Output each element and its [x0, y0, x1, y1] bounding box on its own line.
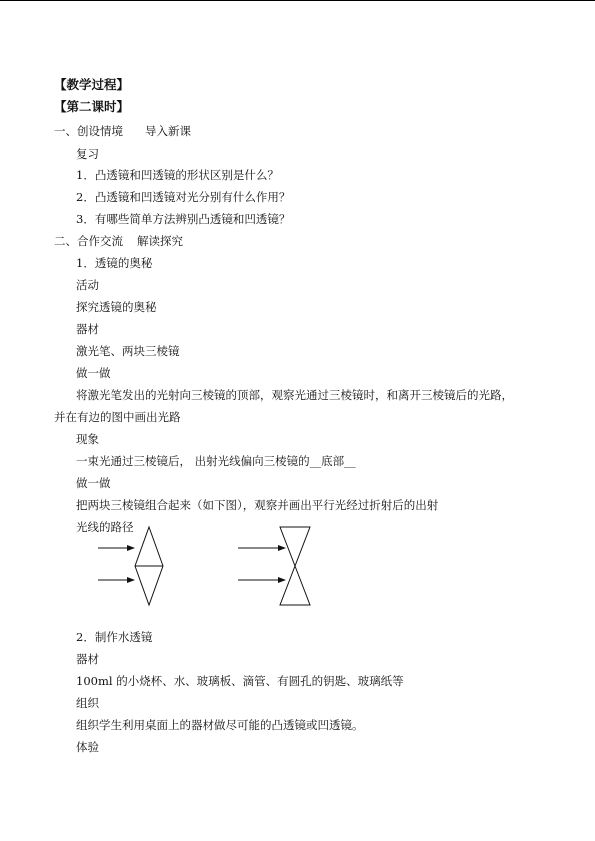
section1-title-a: 创设情境: [77, 124, 123, 138]
do-it-label-2: 做一做: [76, 476, 111, 490]
organize-label: 组织: [76, 696, 99, 710]
arrowhead-upper: [127, 545, 135, 551]
teaching-process-heading: 【教学过程】: [54, 77, 130, 92]
upper-prism: [280, 527, 310, 566]
equipment-list: 激光笔、两块三棱镜: [76, 344, 180, 358]
do-it-text-2b: 光线的路径: [76, 520, 134, 534]
lower-prism: [280, 566, 310, 605]
equipment-label: 器材: [76, 322, 99, 336]
prism-concave-figure: [235, 525, 315, 607]
equipment-list-2: 100ml 的小烧杯、水、玻璃板、滴管、有圆孔的钥匙、玻璃纸等: [76, 674, 404, 688]
page-top-rule: [0, 0, 595, 1]
second-period-heading: 【第二课时】: [54, 99, 130, 114]
question-1: 1．凸透镜和凹透镜的形状区别是什么？: [76, 168, 279, 182]
question-3: 3．有哪些简单方法辨别凸透镜和凹透镜？: [76, 212, 291, 226]
do-it-text-1b: 并在有边的图中画出光路: [54, 410, 181, 424]
section1-title: [54, 124, 191, 138]
subsection-2-title: 2．制作水透镜: [76, 630, 153, 644]
subsection-1-title: 1．透镜的奥秘: [76, 256, 153, 270]
arrowhead-upper: [278, 545, 286, 551]
section1-number: 一、: [54, 124, 77, 138]
experience-label: 体验: [76, 740, 99, 754]
equipment-label-2: 器材: [76, 652, 99, 666]
phenomenon-label: 现象: [76, 432, 99, 446]
phenomenon-text: 一束光通过三棱镜后， 出射光线偏向三棱镜的__底部__: [76, 454, 356, 468]
arrowhead-lower: [278, 577, 286, 583]
review-label: 复习: [76, 147, 99, 161]
activity-name: 探究透镜的奥秘: [76, 300, 157, 314]
question-2: 2．凸透镜和凹透镜对光分别有什么作用？: [76, 190, 291, 204]
do-it-label-1: 做一做: [76, 366, 111, 380]
do-it-text-2a: 把两块三棱镜组合起来（如下图），观察并画出平行光经过折射后的出射: [76, 498, 439, 512]
section2-title: [54, 234, 183, 248]
do-it-text-1a: 将激光笔发出的光射向三棱镜的顶部，观察光通过三棱镜时，和离开三棱镜后的光路，: [76, 388, 513, 402]
section2-title-b: 解读探究: [137, 234, 183, 248]
section2-title-a: 合作交流: [77, 234, 123, 248]
activity-label: 活动: [76, 278, 99, 292]
section1-title-b: 导入新课: [145, 124, 191, 138]
organize-text: 组织学生利用桌面上的器材做尽可能的凸透镜或凹透镜。: [76, 718, 364, 732]
section2-number: 二、: [54, 234, 77, 248]
arrowhead-lower: [127, 577, 135, 583]
prism-convex-figure: [95, 525, 175, 607]
